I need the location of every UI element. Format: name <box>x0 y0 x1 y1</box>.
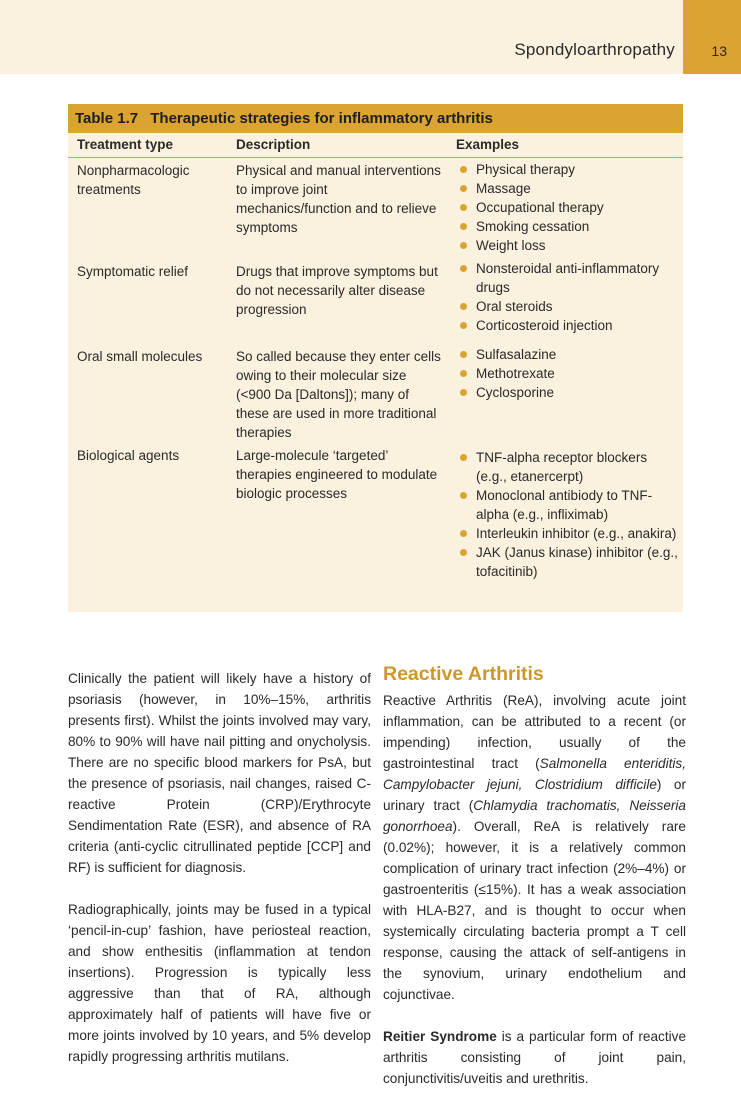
example-item: Massage <box>456 179 681 198</box>
body-paragraph: Reitier Syndrome is a particular form of reactive arthritis consisting of joint pain, conjunctivitis/uveitis and urethritis. <box>383 1029 686 1086</box>
example-item: Physical therapy <box>456 160 681 179</box>
column-header-treatment-type: Treatment type <box>77 137 174 152</box>
table-header-row <box>68 133 683 158</box>
examples-cell <box>456 160 681 255</box>
example-item: Oral steroids <box>456 297 681 316</box>
body-paragraph: Clinically the patient will likely have a history of psoriasis (however, in 10%–15%, arthritis presents first). Whilst the joints involved may vary, 80% to 90% will have nail pitting and onycholysis. There are no specific blood markers for PsA, but the presence of psoriasis, nail changes, raised C-reactive Protein (CRP)/Erythrocyte Sendimentation Rate (ESR), and absence of RA criteria (anti-cyclic citrullinated peptide [CCP] and RF) is sufficient for diagnosis. <box>68 671 371 875</box>
example-item: Cyclosporine <box>456 383 681 402</box>
example-item: Nonsteroidal anti-inflammatory drugs <box>456 259 681 297</box>
examples-cell <box>456 345 681 402</box>
example-item: Methotrexate <box>456 364 681 383</box>
example-item: Monoclonal antibiody to TNF-alpha (e.g., infliximab) <box>456 486 681 524</box>
description-cell: Physical and manual interventions to improve joint mechanics/function and to relieve symptoms <box>236 163 441 235</box>
therapeutic-strategies-table <box>68 104 683 612</box>
table-title: Therapeutic strategies for inflammatory arthritis <box>150 110 493 127</box>
description-cell: Large-molecule ‘targeted’ therapies engineered to modulate biologic processes <box>236 448 438 501</box>
right-text-column <box>383 662 686 1089</box>
example-item: Occupational therapy <box>456 198 681 217</box>
examples-cell <box>456 259 681 335</box>
running-header-title: Spondyloarthropathy <box>514 40 675 59</box>
term-reitier-syndrome: Reitier Syndrome <box>383 1029 497 1044</box>
description-cell: So called because they enter cells owing to their molecular size (<900 Da [Daltons]); many of these are used in more traditional therapies <box>236 349 441 440</box>
treatment-type-cell: Biological agents <box>77 448 180 463</box>
running-header <box>0 0 741 74</box>
left-text-column <box>68 668 371 1067</box>
example-item: Corticosteroid injection <box>456 316 681 335</box>
examples-cell <box>456 448 681 581</box>
page-number-tab <box>683 0 741 74</box>
treatment-type-cell: Oral small molecules <box>77 349 203 364</box>
example-item: Interleukin inhibitor (e.g., anakira) <box>456 524 681 543</box>
example-item: Weight loss <box>456 236 681 255</box>
example-item: Sulfasalazine <box>456 345 681 364</box>
column-header-description: Description <box>236 137 311 152</box>
page-number: 13 <box>711 43 727 59</box>
treatment-type-cell: Nonpharmacologic treatments <box>77 163 190 197</box>
table-number: Table 1.7 <box>75 110 139 127</box>
column-header-examples: Examples <box>456 137 520 152</box>
example-item: TNF-alpha receptor blockers (e.g., etanercerpt) <box>456 448 681 486</box>
body-paragraph: Radiographically, joints may be fused in a typical ‘pencil-in-cup’ fashion, have periosteal reaction, and show enthesitis (inflammation at tendon insertions). Progression is typically less aggressive than that of RA, although approximately half of patients will have five or more joints involved by 10 years, and 5% develop rapidly progressing arthritis mutilans. <box>68 902 371 1064</box>
treatment-type-cell: Symptomatic relief <box>77 264 189 279</box>
description-cell: Drugs that improve symptoms but do not necessarily alter disease progression <box>236 264 438 317</box>
example-item: Smoking cessation <box>456 217 681 236</box>
example-item: JAK (Janus kinase) inhibitor (e.g., tofacitinib) <box>456 543 681 581</box>
body-paragraph: Reactive Arthritis (ReA), involving acute joint inflammation, can be attributed to a recent (or impending) infection, usually of the gastrointestinal tract (Salmonella enteriditis, Campylobacter jejuni, Clostridium difficile) or urinary tract (Chlamydia trachomatis, Neisseria gonorrhoea). Overall, ReA is relatively rare (0.02%); however, it is a relatively common complication of urinary tract infection (2%–4%) or gastroenteritis (≤15%). It has a weak association with HLA-B27, and is thought to occur when systemically circulating bacteria prompt a T cell response, causing the attack of self-antigens in the synovium, urinary endothelium and cojunctivae. <box>383 693 687 1002</box>
table-caption <box>68 104 683 133</box>
section-heading: Reactive Arthritis <box>383 663 544 685</box>
